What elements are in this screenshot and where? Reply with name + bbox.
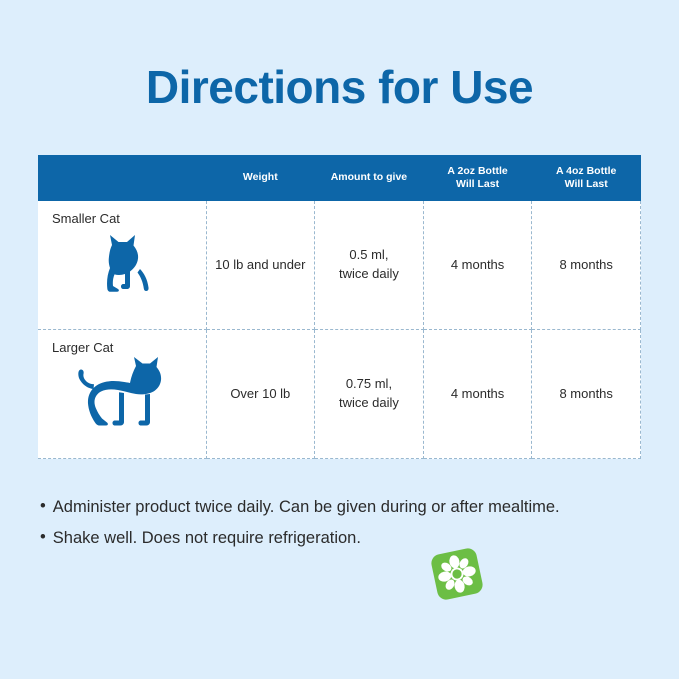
amount-line2: twice daily xyxy=(338,265,399,281)
bottle-2oz-cell: 4 months xyxy=(423,329,532,458)
amount-cell xyxy=(315,201,424,330)
header-amount: Amount to give xyxy=(315,155,424,201)
bullet-icon: • xyxy=(40,528,46,547)
list-item xyxy=(40,495,639,521)
header-4oz-line2: Will Last xyxy=(564,177,608,190)
header-4oz xyxy=(532,155,641,201)
animal-cell-smaller-cat xyxy=(38,201,206,330)
table-header xyxy=(38,155,641,201)
list-item xyxy=(40,526,639,552)
header-2oz xyxy=(423,155,532,201)
animal-cell-larger-cat xyxy=(38,329,206,458)
bottle-4oz-cell: 8 months xyxy=(532,201,641,330)
directions-table xyxy=(38,155,641,459)
amount-line1: 0.5 ml, xyxy=(349,247,389,262)
page-title: Directions for Use xyxy=(145,61,534,113)
note-text: Shake well. Does not require refrigeration. xyxy=(52,529,361,548)
header-weight: Weight xyxy=(206,155,315,201)
sitting-cat-icon xyxy=(90,233,154,298)
brand-logo-icon xyxy=(428,545,486,603)
table-body xyxy=(38,201,641,459)
amount-line2: twice daily xyxy=(338,394,399,410)
weight-cell: 10 lb and under xyxy=(206,201,315,330)
directions-table-wrapper xyxy=(38,155,641,459)
bottle-2oz-cell: 4 months xyxy=(423,201,532,330)
standing-cat-icon xyxy=(74,356,170,433)
weight-cell: Over 10 lb xyxy=(206,329,315,458)
amount-line1: 0.75 ml, xyxy=(345,376,393,391)
header-2oz-line2: Will Last xyxy=(456,177,500,190)
notes-list xyxy=(40,495,639,552)
table-header-row xyxy=(38,155,641,201)
table-row xyxy=(38,329,641,458)
bullet-icon: • xyxy=(40,496,46,515)
header-2oz-line1: A 2oz Bottle xyxy=(447,164,508,177)
header-4oz-line1: A 4oz Bottle xyxy=(556,164,617,177)
table-row xyxy=(38,201,641,330)
amount-cell xyxy=(315,329,424,458)
bottle-4oz-cell: 8 months xyxy=(532,329,641,458)
animal-label: Larger Cat xyxy=(52,339,114,355)
note-text: Administer product twice daily. Can be given during or after mealtime. xyxy=(52,497,560,516)
header-animal xyxy=(38,155,206,201)
animal-label: Smaller Cat xyxy=(52,210,120,226)
